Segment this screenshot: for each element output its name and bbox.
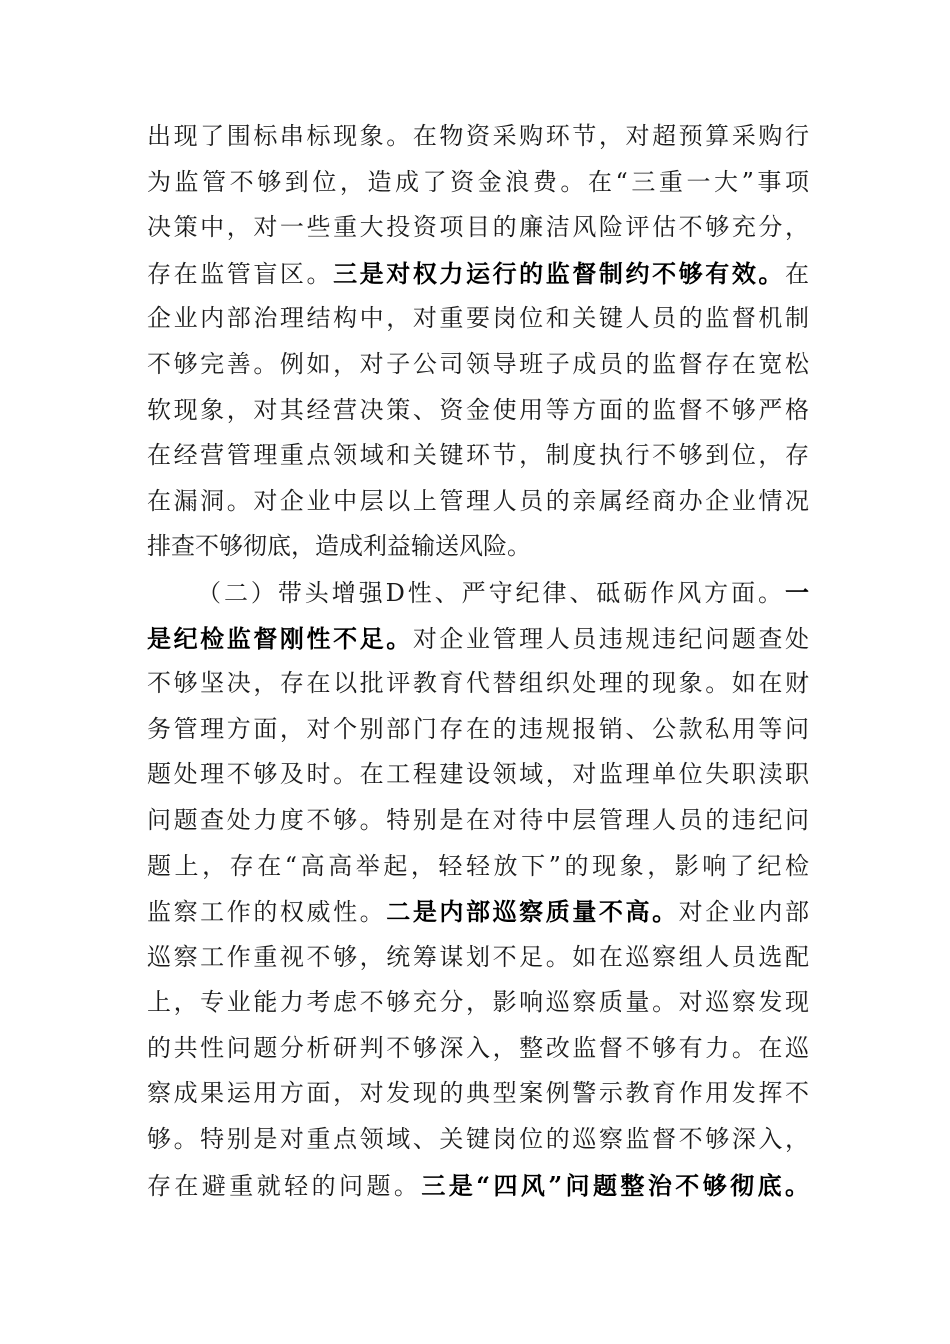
text-line xyxy=(147,844,809,890)
text-line xyxy=(147,479,809,525)
line-text: 察成果运用方面，对发现的典型案例警示教育作用发挥不 xyxy=(147,1079,809,1108)
text-line xyxy=(147,752,809,798)
line-text: 在 xyxy=(785,259,809,288)
text-line xyxy=(147,1026,809,1072)
text-line xyxy=(147,342,809,388)
text-line xyxy=(147,1071,809,1117)
line-text: 的共性问题分析研判不够深入，整改监督不够有力。在巡 xyxy=(147,1033,809,1062)
bold-heading-one: 是纪检监督刚性不足。 xyxy=(147,623,413,653)
line-text: 软现象，对其经营决策、资金使用等方面的监督不够严格 xyxy=(147,395,809,424)
section-heading: （二）带头增强D性、严守纪律、砥砺作风方面。 xyxy=(197,578,785,607)
text-line xyxy=(147,707,809,753)
line-text: 存在避重就轻的问题。 xyxy=(147,1171,422,1200)
text-line xyxy=(147,798,809,844)
line-text: 在经营管理重点领域和关键环节，制度执行不够到位，存 xyxy=(147,441,809,470)
text-line xyxy=(147,889,809,935)
text-line xyxy=(147,616,809,662)
line-text: 为监管不够到位，造成了资金浪费。在“三重一大”事项 xyxy=(147,167,809,196)
text-line xyxy=(147,980,809,1026)
line-text: 在漏洞。对企业中层以上管理人员的亲属经商办企业情况 xyxy=(147,486,809,515)
line-text: 对企业管理人员违规违纪问题查处 xyxy=(412,624,809,653)
section-heading-line xyxy=(147,570,809,616)
text-line xyxy=(147,1117,809,1163)
line-text: 务管理方面，对个别部门存在的违规报销、公款私用等问 xyxy=(147,714,809,743)
text-line xyxy=(147,1163,809,1209)
line-text: 决策中，对一些重大投资项目的廉洁风险评估不够充分， xyxy=(147,213,809,242)
line-text: 对企业内部 xyxy=(678,898,809,927)
document-body xyxy=(147,114,809,1208)
line-text: 不够坚决，存在以批评教育代替组织处理的现象。如在财 xyxy=(147,669,809,698)
text-line xyxy=(147,661,809,707)
line-text: 企业内部治理结构中，对重要岗位和关键人员的监督机制 xyxy=(147,304,809,333)
line-text: 存在监管盲区。 xyxy=(147,259,334,288)
text-line xyxy=(147,433,809,479)
line-text: 出现了围标串标现象。在物资采购环节，对超预算采购行 xyxy=(147,122,809,150)
line-text: 问题查处力度不够。特别是在对待中层管理人员的违纪问 xyxy=(147,805,809,834)
bold-heading-two: 二是内部巡察质量不高。 xyxy=(386,897,679,927)
text-line xyxy=(147,160,809,206)
text-line xyxy=(147,296,809,342)
text-line xyxy=(147,205,809,251)
text-line xyxy=(147,114,809,160)
line-text: 排查不够彻底，造成利益输送风险。 xyxy=(147,532,531,561)
line-text: 够。特别是对重点领域、关键岗位的巡察监督不够深入， xyxy=(147,1125,809,1154)
line-text: 监察工作的权威性。 xyxy=(147,898,387,927)
line-text: 不够完善。例如，对子公司领导班子成员的监督存在宽松 xyxy=(147,349,809,378)
line-text: 题处理不够及时。在工程建设领域，对监理单位失职渎职 xyxy=(147,760,809,789)
text-line xyxy=(147,524,809,570)
line-text: 题上，存在“高高举起，轻轻放下”的现象，影响了纪检 xyxy=(147,851,809,880)
line-text: 上，专业能力考虑不够充分，影响巡察质量。对巡察发现 xyxy=(147,988,809,1017)
text-line xyxy=(147,388,809,434)
text-line xyxy=(147,251,809,297)
bold-heading-three: 三是对权力运行的监督制约不够有效。 xyxy=(333,258,786,288)
line-text: 巡察工作重视不够，统筹谋划不足。如在巡察组人员选配 xyxy=(147,942,809,971)
bold-heading-one-start: 一 xyxy=(785,577,809,607)
bold-heading-three-b: 三是“四风”问题整治不够彻底。 xyxy=(421,1170,809,1200)
text-line xyxy=(147,935,809,981)
